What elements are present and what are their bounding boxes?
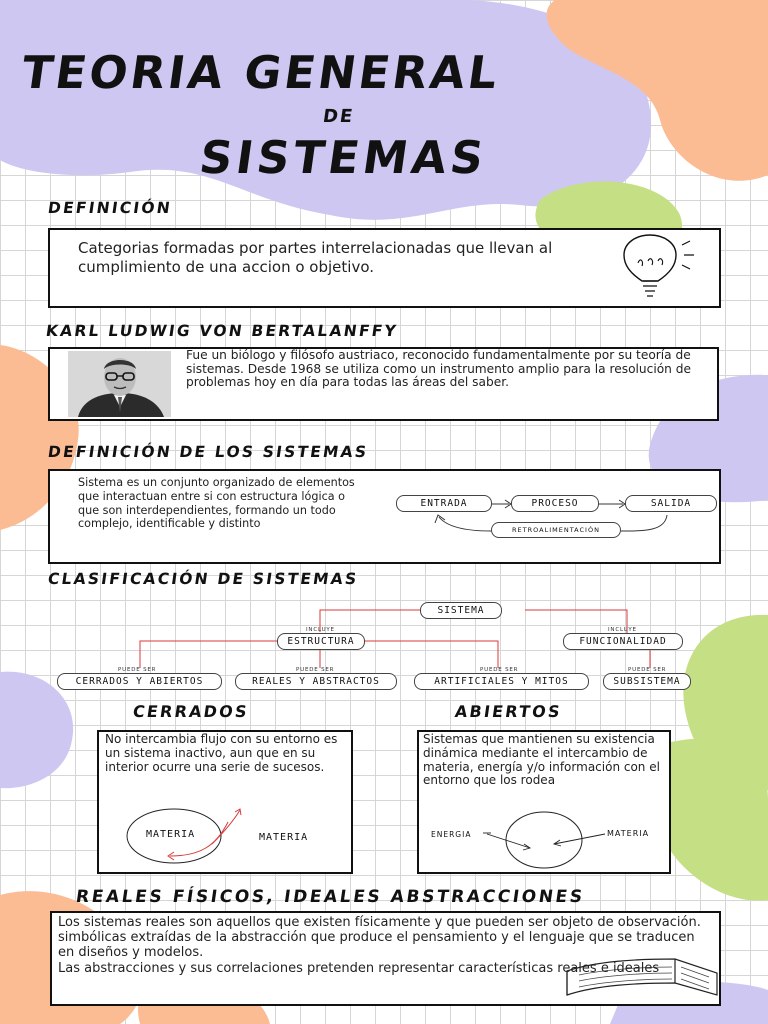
flow-retroalimentacion: RETROALIMENTACIÓN bbox=[491, 522, 621, 538]
flow-entrada: ENTRADA bbox=[396, 495, 492, 512]
lightbulb-icon bbox=[610, 233, 700, 305]
definicion-sistemas-heading: DEFINICIÓN DE LOS SISTEMAS bbox=[46, 443, 370, 461]
title-line-1: TEORIA GENERAL bbox=[18, 46, 504, 99]
class-leaf-subsistema: SUBSISTEMA bbox=[603, 673, 691, 690]
class-estructura: ESTRUCTURA bbox=[277, 633, 365, 650]
class-funcionalidad: FUNCIONALIDAD bbox=[563, 633, 683, 650]
definicion-text: Categorias formadas por partes interrelacionadas que llevan al cumplimiento de una accion o objetivo. bbox=[78, 239, 553, 276]
abiertos-box bbox=[417, 730, 671, 874]
class-puede-ser-4: PUEDE SER bbox=[628, 667, 667, 673]
title-de: DE bbox=[321, 106, 356, 127]
class-puede-ser-1: PUEDE SER bbox=[118, 667, 157, 673]
cerrados-label-in: MATERIA bbox=[146, 829, 196, 840]
definicion-sistemas-box bbox=[48, 469, 721, 564]
class-leaf-reales-abstractos: REALES Y ABSTRACTOS bbox=[235, 673, 397, 690]
class-leaf-cerrados-abiertos: CERRADOS Y ABIERTOS bbox=[57, 673, 222, 690]
cerrados-text: No intercambia flujo con su entorno es un sistema inactivo, aun que en su interior ocurre una serie de sucesos. bbox=[105, 732, 338, 774]
title-line-2: SISTEMAS bbox=[196, 131, 491, 184]
bertalanffy-heading: KARL LUDWIG VON BERTALANFFY bbox=[44, 322, 400, 340]
abiertos-label-right: MATERIA bbox=[607, 829, 650, 838]
class-sistema: SISTEMA bbox=[420, 602, 502, 619]
flow-salida: SALIDA bbox=[625, 495, 717, 512]
reales-heading: REALES FÍSICOS, IDEALES ABSTRACCIONES bbox=[74, 887, 586, 907]
definicion-box bbox=[48, 228, 721, 308]
clasificacion-heading: CLASIFICACIÓN DE SISTEMAS bbox=[46, 570, 360, 588]
class-puede-ser-3: PUEDE SER bbox=[480, 667, 519, 673]
definicion-heading: DEFINICIÓN bbox=[46, 199, 174, 217]
class-leaf-artificiales-mitos: ARTIFICIALES Y MITOS bbox=[414, 673, 589, 690]
abiertos-text: Sistemas que mantienen su existencia dinámica mediante el intercambio de materia, energía y/o información con el entorno que los rodea bbox=[423, 732, 660, 788]
class-incluye-right: INCLUYE bbox=[608, 627, 637, 633]
bertalanffy-portrait bbox=[68, 351, 171, 417]
reales-box bbox=[50, 911, 721, 1006]
class-puede-ser-2: PUEDE SER bbox=[296, 667, 335, 673]
class-incluye-left: INCLUYE bbox=[306, 627, 335, 633]
definicion-sistemas-text: Sistema es un conjunto organizado de elementos que interactuan entre si con estructura lógica o que son interdependientes, formando un todo complejo, identificable y distinto bbox=[78, 476, 355, 531]
cerrados-heading: CERRADOS bbox=[131, 702, 251, 721]
flow-proceso: PROCESO bbox=[511, 495, 599, 512]
cerrados-box bbox=[97, 730, 353, 874]
abiertos-heading: ABIERTOS bbox=[453, 702, 564, 721]
abiertos-label-left: ENERGIA bbox=[431, 830, 472, 839]
cerrados-label-out: MATERIA bbox=[259, 832, 309, 843]
bertalanffy-box bbox=[48, 347, 719, 421]
reales-text: Los sistemas reales son aquellos que existen físicamente y que pueden ser objeto de observación. simbólicas extraídas de la abstracción que produce el pensamiento y el lenguaje que se traducen en diseños y modelos. Las abstracciones y sus correlaciones pretenden representar características reales e ideales bbox=[58, 915, 701, 976]
bertalanffy-text: Fue un biólogo y filósofo austriaco, reconocido fundamentalmente por su teoría de sistemas. Desde 1968 se utiliza como un instrumento amplio para la resolución de problemas hoy en día para todas las áreas del saber. bbox=[186, 348, 692, 390]
